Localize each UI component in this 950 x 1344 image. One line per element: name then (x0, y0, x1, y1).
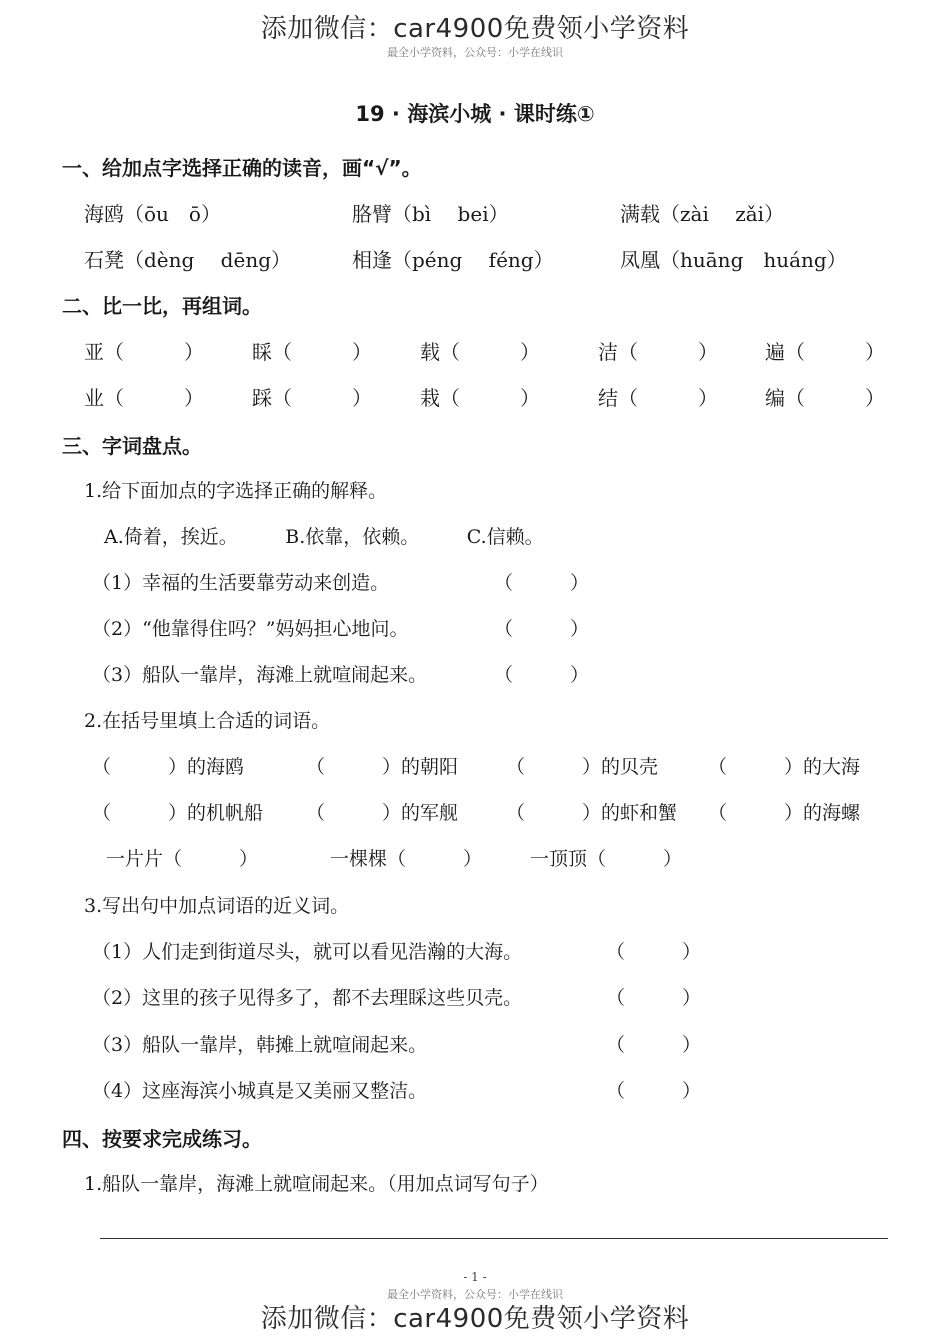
question-prompt: 3.写出句中加点词语的近义词。 (84, 895, 350, 917)
answer-blank: （ ） (494, 664, 590, 686)
question-prompt: 1.给下面加点的字选择正确的解释。 (84, 480, 388, 502)
fill-item: （ ）的海鸥 (92, 756, 245, 778)
pinyin-item: 满载（zài zǎi） (620, 202, 785, 226)
answer-blank: （ ） (494, 572, 590, 594)
question-item: （1）幸福的生活要靠劳动来创造。 (92, 572, 390, 594)
section-1-heading: 一、给加点字选择正确的读音，画“√”。 (62, 156, 422, 180)
compare-item: 亚（ ） (84, 340, 204, 364)
fill-item: （ ）的机帆船 (92, 802, 264, 824)
answer-blank: （ ） (494, 618, 590, 640)
pinyin-item: 相逢（péng féng） (352, 248, 554, 272)
header-faint-text: 最全小学资料，公众号：小学在线识 (387, 46, 563, 59)
header-banner: 添加微信：car4900免费领小学资料 (260, 14, 690, 44)
fill-item: （ ）的朝阳 (306, 756, 459, 778)
question-item: （4）这座海滨小城真是又美丽又整洁。 (92, 1080, 428, 1102)
section-2-heading: 二、比一比，再组词。 (62, 294, 262, 318)
compare-item: 结（ ） (598, 386, 718, 410)
question-item: （2）这里的孩子见得多了，都不去理睬这些贝壳。 (92, 987, 523, 1009)
question-item: （3）船队一靠岸，海滩上就喧闹起来。 (92, 664, 428, 686)
question-prompt: 2.在括号里填上合适的词语。 (84, 710, 331, 732)
question-item: （2）“他靠得住吗？”妈妈担心地问。 (92, 618, 409, 640)
section-4-heading: 四、按要求完成练习。 (62, 1127, 262, 1151)
pinyin-item: 海鸥（ōu ō） (84, 202, 221, 226)
answer-line (100, 1238, 888, 1239)
question-item: （3）船队一靠岸，韩摊上就喧闹起来。 (92, 1034, 428, 1056)
section-3-heading: 三、字词盘点。 (62, 434, 202, 458)
fill-item: 一棵棵（ ） (330, 848, 483, 870)
fill-item: （ ）的海螺 (708, 802, 861, 824)
footer-banner: 添加微信：car4900免费领小学资料 (260, 1304, 690, 1334)
compare-item: 业（ ） (84, 386, 204, 410)
page-number: - 1 - (463, 1270, 487, 1284)
compare-item: 载（ ） (420, 340, 540, 364)
fill-item: 一顶顶（ ） (530, 848, 683, 870)
fill-item: （ ）的虾和蟹 (506, 802, 678, 824)
question-prompt: 1.船队一靠岸，海滩上就喧闹起来。（用加点词写句子） (84, 1173, 549, 1195)
compare-item: 踩（ ） (252, 386, 372, 410)
fill-item: （ ）的大海 (708, 756, 861, 778)
fill-item: （ ）的军舰 (306, 802, 459, 824)
fill-item: 一片片（ ） (106, 848, 259, 870)
compare-item: 栽（ ） (420, 386, 540, 410)
fill-item: （ ）的贝壳 (506, 756, 659, 778)
worksheet-title: 19 · 海滨小城 · 课时练① (355, 102, 595, 126)
answer-blank: （ ） (606, 987, 702, 1009)
answer-blank: （ ） (606, 1080, 702, 1102)
compare-item: 遍（ ） (765, 340, 885, 364)
pinyin-item: 凤凰（huāng huáng） (620, 248, 847, 272)
answer-options: A.倚着，挨近。 B.依靠，依赖。 C.信赖。 (104, 526, 544, 548)
compare-item: 编（ ） (765, 386, 885, 410)
question-item: （1）人们走到街道尽头，就可以看见浩瀚的大海。 (92, 941, 523, 963)
pinyin-item: 石凳（dèng dēng） (84, 248, 292, 272)
compare-item: 洁（ ） (598, 340, 718, 364)
pinyin-item: 胳臂（bì bei） (352, 202, 509, 226)
answer-blank: （ ） (606, 941, 702, 963)
footer-faint-text: 最全小学资料，公众号：小学在线识 (387, 1288, 563, 1301)
compare-item: 睬（ ） (252, 340, 372, 364)
answer-blank: （ ） (606, 1034, 702, 1056)
